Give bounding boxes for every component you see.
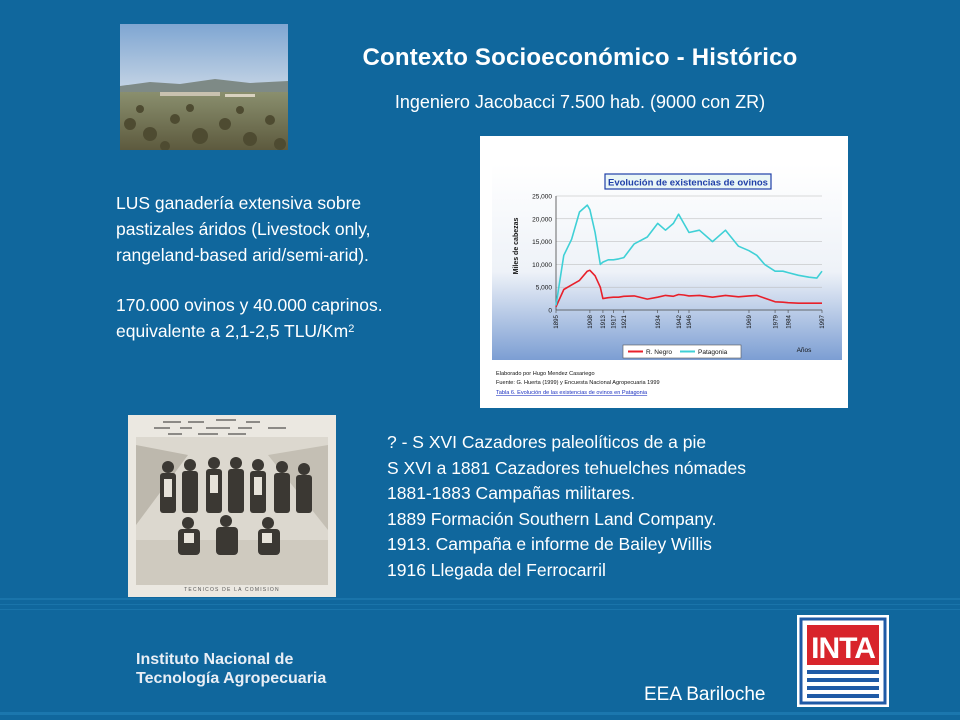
x-tick-label: 1946	[686, 315, 694, 329]
chart-source-author: Elaborado por Hugo Mendez Casariego	[496, 371, 595, 377]
bg-line	[0, 712, 960, 715]
y-axis-label: Miles de cabezas	[513, 217, 520, 275]
y-tick-label: 10,000	[532, 261, 552, 269]
livestock-count: 170.000 ovinos y 40.000 caprinos.	[116, 295, 383, 315]
chart-title: Evolución de existencias de ovinos	[608, 177, 768, 189]
x-tick-label: 1984	[785, 315, 793, 329]
x-tick-label: 1895	[553, 315, 561, 329]
tlu-density-value: equivalente a 2,1-2,5 TLU/Km	[116, 321, 349, 341]
x-tick-label: 1917	[610, 315, 618, 329]
x-tick-label: 1908	[587, 315, 595, 329]
chart-svg	[480, 136, 848, 408]
lus-line: LUS ganadería extensiva sobre	[116, 193, 362, 213]
x-tick-label: 1942	[675, 315, 683, 329]
bg-line	[0, 604, 960, 605]
y-tick-label: 25,000	[532, 193, 552, 201]
x-tick-label: 1934	[654, 315, 662, 329]
chart-source-table-link[interactable]: Tabla 6. Evolución de las existencias de ovinos en Patagonia	[496, 390, 648, 396]
x-tick-label: 1997	[819, 315, 827, 329]
y-tick-label: 15,000	[532, 239, 552, 247]
institute-name	[136, 650, 326, 688]
timeline-item: 1913. Campaña e informe de Bailey Willis	[387, 534, 712, 554]
lus-line: rangeland-based arid/semi-arid).	[116, 245, 369, 265]
timeline-item: 1881-1883 Campañas militares.	[387, 483, 636, 503]
chart-source-reference: Fuente: G. Huerta (1999) y Encuesta Nacional Agropecuaria 1999	[496, 380, 660, 386]
superscript: 2	[348, 323, 355, 335]
x-tick-label: 1979	[772, 315, 780, 329]
slide-subtitle: Ingeniero Jacobacci 7.500 hab. (9000 con ZR)	[394, 92, 766, 112]
station-name: EEA Bariloche	[644, 684, 766, 705]
timeline-item: ? - S XVI Cazadores paleolíticos de a pie	[387, 432, 707, 452]
timeline-item: S XVI a 1881 Cazadores tehuelches nómades	[387, 457, 746, 478]
inta-logo	[797, 615, 889, 707]
x-tick-label: 1969	[746, 315, 754, 329]
x-axis-label: Años	[796, 347, 812, 354]
timeline-item: 1916 Llegada del Ferrocarril	[387, 559, 606, 580]
bg-line	[0, 598, 960, 600]
x-tick-label: 1921	[621, 315, 629, 329]
institute-name-line: Tecnología Agropecuaria	[136, 670, 327, 687]
institute-name-line: Instituto Nacional de	[136, 651, 294, 668]
photo-caption: TECNICOS DE LA COMISION	[184, 587, 280, 593]
lus-line: pastizales áridos (Livestock only,	[116, 219, 371, 239]
x-tick-label: 1913	[600, 315, 608, 329]
y-tick-label: 20,000	[532, 216, 552, 224]
landscape-photo	[120, 24, 288, 150]
y-tick-label: 5,000	[535, 284, 552, 292]
historic-group-photo	[128, 415, 336, 597]
timeline-item: 1889 Formación Southern Land Company.	[387, 508, 717, 529]
history-timeline	[387, 430, 847, 583]
legend-label-patagonia: Patagonia	[698, 349, 728, 356]
slide-title: Contexto Socioeconómico - Histórico	[362, 44, 798, 71]
lus-description	[116, 190, 476, 344]
sheep-stock-chart	[480, 136, 848, 408]
inta-logo-text: INTA	[811, 632, 875, 665]
legend-label-rnegro: R. Negro	[646, 349, 673, 356]
y-tick-label: 0	[548, 307, 552, 315]
bg-line	[0, 609, 960, 610]
tlu-density	[116, 318, 476, 344]
